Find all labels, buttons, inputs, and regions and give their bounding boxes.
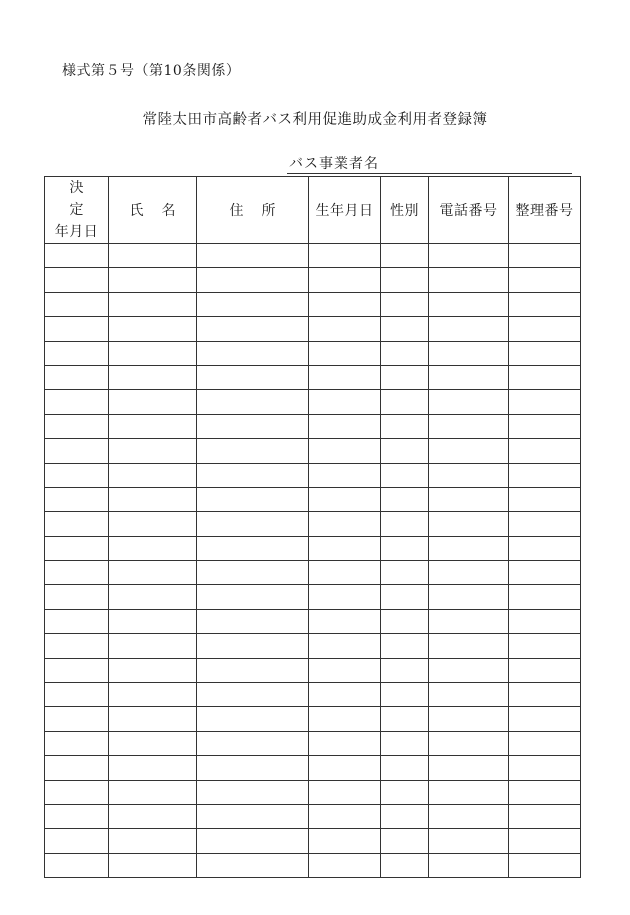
cell-reference-number[interactable] xyxy=(509,365,581,389)
cell-reference-number[interactable] xyxy=(509,341,581,365)
cell-phone[interactable] xyxy=(429,585,509,609)
cell-decision-date[interactable] xyxy=(45,853,109,877)
cell-phone[interactable] xyxy=(429,853,509,877)
cell-gender[interactable] xyxy=(381,390,429,414)
cell-reference-number[interactable] xyxy=(509,780,581,804)
cell-address[interactable] xyxy=(197,780,309,804)
cell-decision-date[interactable] xyxy=(45,780,109,804)
header-address: 住所 xyxy=(197,177,309,244)
cell-gender[interactable] xyxy=(381,707,429,731)
cell-phone[interactable] xyxy=(429,731,509,755)
cell-name[interactable] xyxy=(109,244,197,268)
cell-birthdate[interactable] xyxy=(309,780,381,804)
cell-gender[interactable] xyxy=(381,292,429,316)
cell-reference-number[interactable] xyxy=(509,244,581,268)
cell-birthdate[interactable] xyxy=(309,683,381,707)
cell-reference-number[interactable] xyxy=(509,609,581,633)
cell-reference-number[interactable] xyxy=(509,561,581,585)
table-row xyxy=(45,683,581,707)
cell-decision-date[interactable] xyxy=(45,341,109,365)
cell-phone[interactable] xyxy=(429,463,509,487)
table-header-row xyxy=(45,177,581,244)
cell-reference-number[interactable] xyxy=(509,853,581,877)
cell-address[interactable] xyxy=(197,414,309,438)
table-row xyxy=(45,439,581,463)
cell-address[interactable] xyxy=(197,365,309,389)
cell-reference-number[interactable] xyxy=(509,439,581,463)
cell-birthdate[interactable] xyxy=(309,707,381,731)
cell-address[interactable] xyxy=(197,683,309,707)
cell-name[interactable] xyxy=(109,390,197,414)
cell-name[interactable] xyxy=(109,463,197,487)
cell-name[interactable] xyxy=(109,536,197,560)
cell-address[interactable] xyxy=(197,244,309,268)
cell-phone[interactable] xyxy=(429,658,509,682)
table-row xyxy=(45,487,581,511)
cell-reference-number[interactable] xyxy=(509,731,581,755)
registration-table xyxy=(44,176,581,878)
cell-reference-number[interactable] xyxy=(509,707,581,731)
cell-decision-date[interactable] xyxy=(45,512,109,536)
cell-address[interactable] xyxy=(197,707,309,731)
cell-reference-number[interactable] xyxy=(509,487,581,511)
cell-gender[interactable] xyxy=(381,536,429,560)
cell-reference-number[interactable] xyxy=(509,292,581,316)
table-row xyxy=(45,561,581,585)
cell-address[interactable] xyxy=(197,829,309,853)
cell-birthdate[interactable] xyxy=(309,561,381,585)
cell-address[interactable] xyxy=(197,487,309,511)
table-row xyxy=(45,609,581,633)
cell-birthdate[interactable] xyxy=(309,756,381,780)
cell-name[interactable] xyxy=(109,683,197,707)
cell-decision-date[interactable] xyxy=(45,561,109,585)
cell-reference-number[interactable] xyxy=(509,804,581,828)
cell-decision-date[interactable] xyxy=(45,390,109,414)
cell-birthdate[interactable] xyxy=(309,341,381,365)
cell-gender[interactable] xyxy=(381,463,429,487)
cell-address[interactable] xyxy=(197,658,309,682)
cell-name[interactable] xyxy=(109,585,197,609)
cell-address[interactable] xyxy=(197,512,309,536)
cell-address[interactable] xyxy=(197,585,309,609)
cell-decision-date[interactable] xyxy=(45,414,109,438)
cell-gender[interactable] xyxy=(381,439,429,463)
cell-birthdate[interactable] xyxy=(309,731,381,755)
cell-address[interactable] xyxy=(197,439,309,463)
cell-birthdate[interactable] xyxy=(309,634,381,658)
cell-phone[interactable] xyxy=(429,414,509,438)
cell-name[interactable] xyxy=(109,512,197,536)
cell-birthdate[interactable] xyxy=(309,536,381,560)
cell-phone[interactable] xyxy=(429,390,509,414)
header-reference-number: 整理番号 xyxy=(509,177,581,244)
table-row xyxy=(45,585,581,609)
cell-address[interactable] xyxy=(197,609,309,633)
cell-gender[interactable] xyxy=(381,512,429,536)
table-row xyxy=(45,804,581,828)
cell-reference-number[interactable] xyxy=(509,317,581,341)
cell-address[interactable] xyxy=(197,853,309,877)
cell-decision-date[interactable] xyxy=(45,365,109,389)
cell-reference-number[interactable] xyxy=(509,268,581,292)
cell-address[interactable] xyxy=(197,463,309,487)
cell-phone[interactable] xyxy=(429,244,509,268)
cell-gender[interactable] xyxy=(381,365,429,389)
cell-name[interactable] xyxy=(109,414,197,438)
cell-name[interactable] xyxy=(109,634,197,658)
cell-address[interactable] xyxy=(197,268,309,292)
cell-name[interactable] xyxy=(109,804,197,828)
cell-address[interactable] xyxy=(197,317,309,341)
cell-decision-date[interactable] xyxy=(45,244,109,268)
cell-birthdate[interactable] xyxy=(309,439,381,463)
table-row xyxy=(45,512,581,536)
cell-gender[interactable] xyxy=(381,804,429,828)
cell-phone[interactable] xyxy=(429,536,509,560)
cell-birthdate[interactable] xyxy=(309,585,381,609)
cell-decision-date[interactable] xyxy=(45,707,109,731)
cell-name[interactable] xyxy=(109,341,197,365)
cell-name[interactable] xyxy=(109,609,197,633)
cell-birthdate[interactable] xyxy=(309,317,381,341)
cell-reference-number[interactable] xyxy=(509,756,581,780)
form-number: 様式第５号（第10条関係） xyxy=(62,63,241,79)
cell-gender[interactable] xyxy=(381,829,429,853)
cell-gender[interactable] xyxy=(381,341,429,365)
table-row xyxy=(45,853,581,877)
cell-phone[interactable] xyxy=(429,268,509,292)
cell-birthdate[interactable] xyxy=(309,390,381,414)
cell-birthdate[interactable] xyxy=(309,658,381,682)
table-row xyxy=(45,292,581,316)
cell-address[interactable] xyxy=(197,341,309,365)
header-gender: 性別 xyxy=(381,177,429,244)
cell-gender[interactable] xyxy=(381,853,429,877)
cell-gender[interactable] xyxy=(381,683,429,707)
cell-phone[interactable] xyxy=(429,609,509,633)
cell-decision-date[interactable] xyxy=(45,536,109,560)
cell-gender[interactable] xyxy=(381,317,429,341)
cell-phone[interactable] xyxy=(429,487,509,511)
cell-name[interactable] xyxy=(109,317,197,341)
header-decision-date: 決定 年月日 xyxy=(45,177,109,244)
cell-name[interactable] xyxy=(109,292,197,316)
cell-birthdate[interactable] xyxy=(309,292,381,316)
cell-gender[interactable] xyxy=(381,414,429,438)
cell-phone[interactable] xyxy=(429,439,509,463)
cell-address[interactable] xyxy=(197,561,309,585)
cell-address[interactable] xyxy=(197,292,309,316)
cell-gender[interactable] xyxy=(381,731,429,755)
table-row xyxy=(45,634,581,658)
cell-reference-number[interactable] xyxy=(509,414,581,438)
cell-address[interactable] xyxy=(197,536,309,560)
cell-phone[interactable] xyxy=(429,634,509,658)
cell-birthdate[interactable] xyxy=(309,512,381,536)
cell-gender[interactable] xyxy=(381,634,429,658)
cell-reference-number[interactable] xyxy=(509,658,581,682)
cell-phone[interactable] xyxy=(429,804,509,828)
cell-birthdate[interactable] xyxy=(309,414,381,438)
cell-phone[interactable] xyxy=(429,561,509,585)
cell-birthdate[interactable] xyxy=(309,268,381,292)
cell-address[interactable] xyxy=(197,804,309,828)
cell-name[interactable] xyxy=(109,487,197,511)
cell-name[interactable] xyxy=(109,731,197,755)
cell-decision-date[interactable] xyxy=(45,683,109,707)
table-row xyxy=(45,756,581,780)
cell-birthdate[interactable] xyxy=(309,487,381,511)
cell-decision-date[interactable] xyxy=(45,317,109,341)
cell-gender[interactable] xyxy=(381,244,429,268)
table-row xyxy=(45,341,581,365)
cell-decision-date[interactable] xyxy=(45,756,109,780)
cell-address[interactable] xyxy=(197,634,309,658)
cell-phone[interactable] xyxy=(429,512,509,536)
header-phone: 電話番号 xyxy=(429,177,509,244)
cell-decision-date[interactable] xyxy=(45,463,109,487)
table-row xyxy=(45,390,581,414)
cell-decision-date[interactable] xyxy=(45,804,109,828)
document-title: 常陸太田市高齢者バス利用促進助成金利用者登録簿 xyxy=(142,112,488,128)
cell-gender[interactable] xyxy=(381,756,429,780)
cell-reference-number[interactable] xyxy=(509,683,581,707)
cell-address[interactable] xyxy=(197,731,309,755)
cell-phone[interactable] xyxy=(429,780,509,804)
cell-phone[interactable] xyxy=(429,317,509,341)
table-row xyxy=(45,658,581,682)
cell-phone[interactable] xyxy=(429,756,509,780)
cell-reference-number[interactable] xyxy=(509,390,581,414)
cell-phone[interactable] xyxy=(429,365,509,389)
cell-decision-date[interactable] xyxy=(45,487,109,511)
cell-decision-date[interactable] xyxy=(45,292,109,316)
cell-name[interactable] xyxy=(109,780,197,804)
table-row xyxy=(45,536,581,560)
cell-name[interactable] xyxy=(109,268,197,292)
cell-reference-number[interactable] xyxy=(509,512,581,536)
cell-phone[interactable] xyxy=(429,683,509,707)
cell-reference-number[interactable] xyxy=(509,634,581,658)
cell-reference-number[interactable] xyxy=(509,585,581,609)
cell-decision-date[interactable] xyxy=(45,731,109,755)
table-row xyxy=(45,463,581,487)
cell-address[interactable] xyxy=(197,390,309,414)
cell-birthdate[interactable] xyxy=(309,244,381,268)
cell-decision-date[interactable] xyxy=(45,658,109,682)
cell-name[interactable] xyxy=(109,658,197,682)
table-row xyxy=(45,829,581,853)
table-row xyxy=(45,317,581,341)
cell-gender[interactable] xyxy=(381,609,429,633)
cell-name[interactable] xyxy=(109,853,197,877)
cell-birthdate[interactable] xyxy=(309,609,381,633)
cell-birthdate[interactable] xyxy=(309,804,381,828)
cell-decision-date[interactable] xyxy=(45,439,109,463)
cell-reference-number[interactable] xyxy=(509,463,581,487)
cell-gender[interactable] xyxy=(381,658,429,682)
header-birthdate: 生年月日 xyxy=(309,177,381,244)
table-row xyxy=(45,244,581,268)
cell-gender[interactable] xyxy=(381,487,429,511)
cell-birthdate[interactable] xyxy=(309,853,381,877)
cell-reference-number[interactable] xyxy=(509,536,581,560)
cell-birthdate[interactable] xyxy=(309,829,381,853)
cell-name[interactable] xyxy=(109,365,197,389)
cell-gender[interactable] xyxy=(381,585,429,609)
table-row xyxy=(45,780,581,804)
cell-decision-date[interactable] xyxy=(45,609,109,633)
cell-name[interactable] xyxy=(109,561,197,585)
cell-name[interactable] xyxy=(109,829,197,853)
cell-phone[interactable] xyxy=(429,707,509,731)
cell-reference-number[interactable] xyxy=(509,829,581,853)
table-row xyxy=(45,707,581,731)
cell-birthdate[interactable] xyxy=(309,463,381,487)
cell-address[interactable] xyxy=(197,756,309,780)
bus-operator-field[interactable] xyxy=(287,155,572,174)
table-row xyxy=(45,365,581,389)
cell-phone[interactable] xyxy=(429,829,509,853)
table-row xyxy=(45,731,581,755)
cell-decision-date[interactable] xyxy=(45,268,109,292)
cell-name[interactable] xyxy=(109,707,197,731)
cell-phone[interactable] xyxy=(429,341,509,365)
table-row xyxy=(45,268,581,292)
header-name: 氏名 xyxy=(109,177,197,244)
cell-gender[interactable] xyxy=(381,561,429,585)
table-row xyxy=(45,414,581,438)
cell-birthdate[interactable] xyxy=(309,365,381,389)
cell-gender[interactable] xyxy=(381,268,429,292)
cell-name[interactable] xyxy=(109,756,197,780)
cell-gender[interactable] xyxy=(381,780,429,804)
cell-name[interactable] xyxy=(109,439,197,463)
bus-operator-label: バス事業者名 xyxy=(289,156,379,172)
cell-decision-date[interactable] xyxy=(45,585,109,609)
cell-phone[interactable] xyxy=(429,292,509,316)
cell-decision-date[interactable] xyxy=(45,634,109,658)
cell-decision-date[interactable] xyxy=(45,829,109,853)
